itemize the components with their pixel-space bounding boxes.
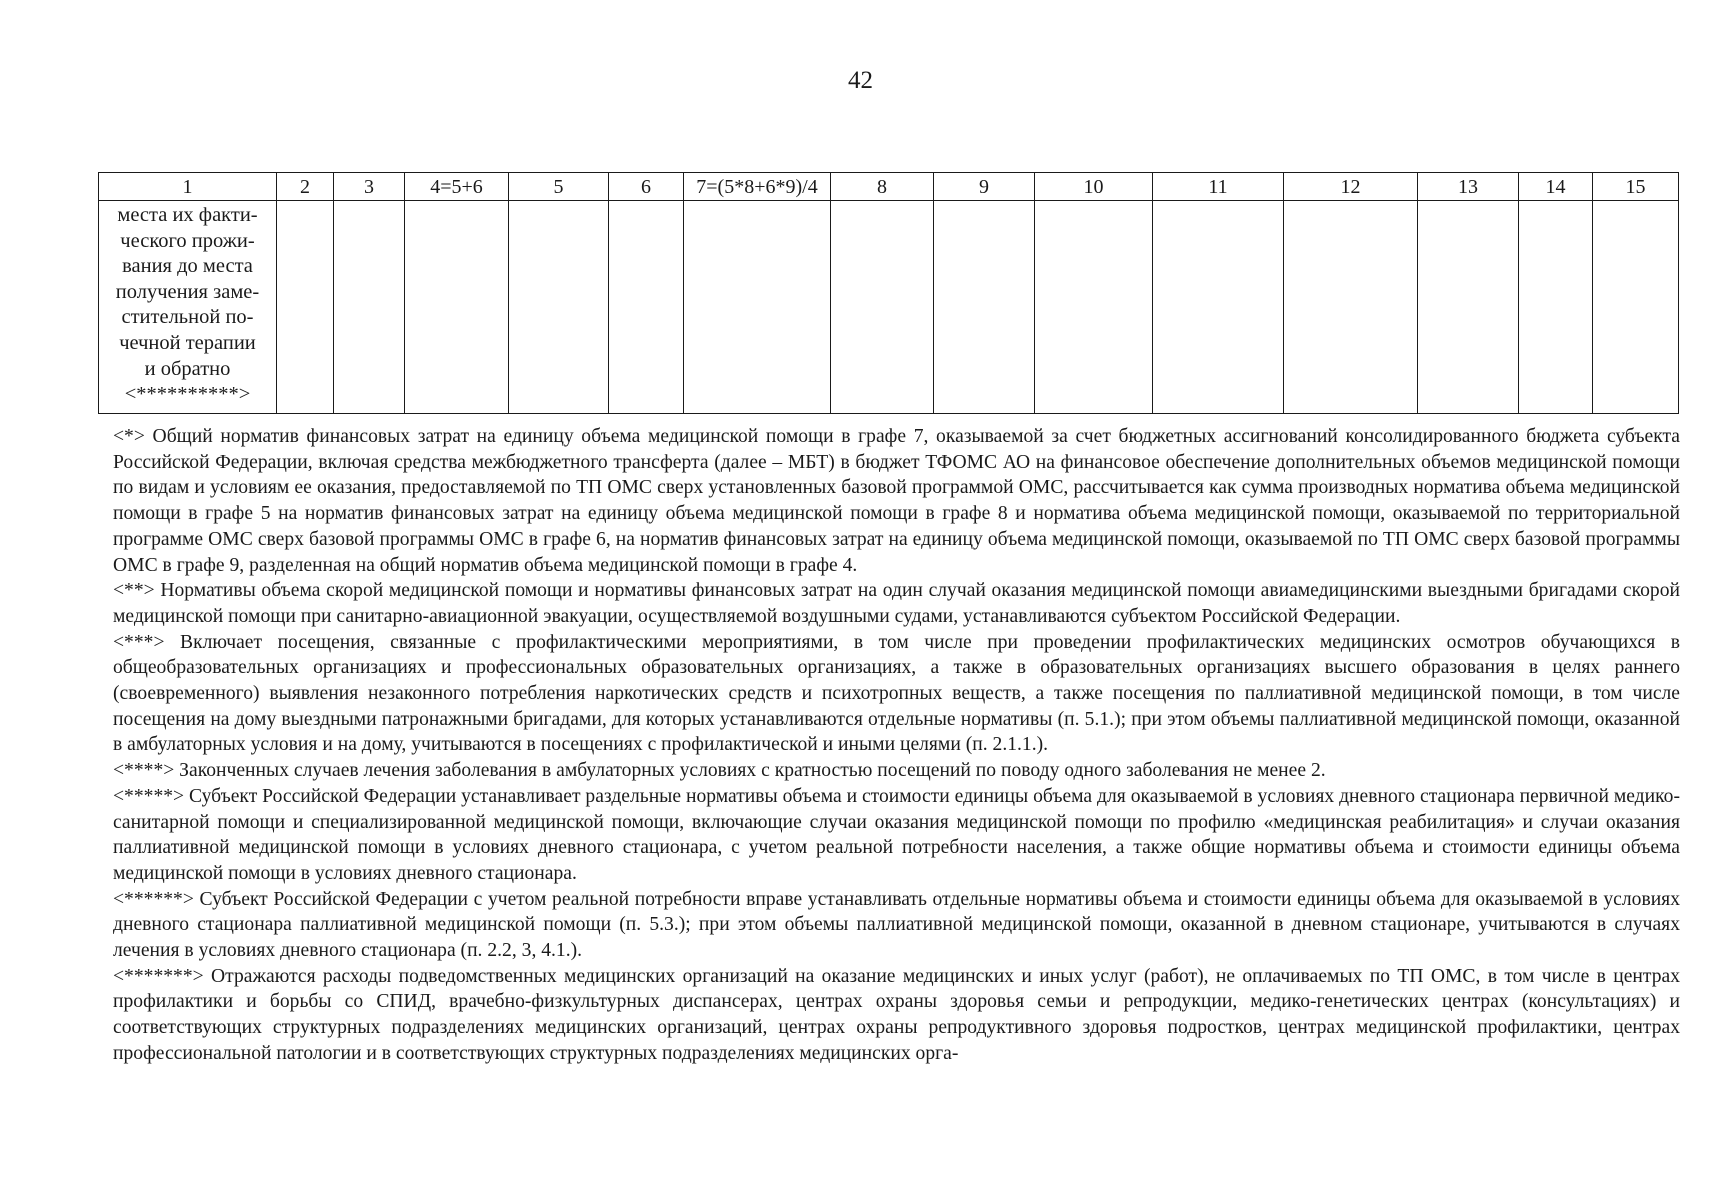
row-label-line: получения заме- bbox=[115, 280, 260, 303]
table-cell bbox=[509, 201, 609, 414]
table-cell bbox=[934, 201, 1035, 414]
table-cell bbox=[1153, 201, 1284, 414]
table-cell bbox=[277, 201, 334, 414]
footnote-4: <****> Законченных случаев лечения заболевания в амбулаторных условиях с кратностью посещений по поводу одного заболевания не менее 2. bbox=[113, 760, 1326, 782]
footnote-5: <*****> Субъект Российской Федерации устанавливает раздельные нормативы объема и стоимости единицы объема для оказываемой в условиях дневного стационара первичной медико-санитарной помощи и специализированной медицинской помощи, включающие случаи оказания медицинской помощи по профилю «медицинская реабилитация» и случаи оказания паллиативной медицинской помощи в условиях дневного стационара, с учетом реальной потребности населения, а также общие нормативы объема и стоимости единицы объема медицинской помощи в условиях дневного стационара. bbox=[113, 785, 1680, 884]
column-header: 9 bbox=[934, 173, 1035, 201]
row-label-line: чечной терапии bbox=[119, 331, 256, 354]
table-cell bbox=[1035, 201, 1153, 414]
column-header: 1 bbox=[99, 173, 277, 201]
footnote-2: <**> Нормативы объема скорой медицинской помощи и нормативы финансовых затрат на один случай оказания медицинской помощи авиамедицинскими выездными бригадами скорой медицинской помощи при санитарно-авиационной эвакуации, осуществляемой воздушными судами, устанавливаются субъектом Российской Федерации. bbox=[113, 580, 1680, 627]
row-label-line: <**********> bbox=[124, 383, 251, 406]
column-header: 2 bbox=[277, 173, 334, 201]
column-header: 6 bbox=[609, 173, 684, 201]
footnote-6: <******> Субъект Российской Федерации с учетом реальной потребности вправе устанавливать отдельные нормативы объема и стоимости единицы объема для оказываемой в условиях дневного стационара паллиативной медицинской помощи (п. 5.3.); при этом объемы паллиативной медицинской помощи, оказанной в дневном стационаре, учитываются в случаях лечения в условиях дневного стационара (п. 2.2, 3, 4.1.). bbox=[113, 888, 1680, 962]
table-row bbox=[99, 201, 1679, 414]
table-cell bbox=[684, 201, 831, 414]
norms-table bbox=[98, 172, 1679, 414]
column-header: 10 bbox=[1035, 173, 1153, 201]
footnotes bbox=[113, 424, 1680, 1067]
table-cell bbox=[1593, 201, 1679, 414]
table-cell bbox=[609, 201, 684, 414]
footnote-3: <***> Включает посещения, связанные с профилактическими мероприятиями, в том числе при проведении профилактических медицинских осмотров обучающихся в общеобразовательных организациях и профессиональных образовательных организациях, а также в образовательных организациях высшего образования в целях раннего (своевременного) выявления незаконного потребления наркотических средств и психотропных веществ, а также посещения по паллиативной медицинской помощи, в том числе посещения на дому выездными патронажными бригадами, для которых устанавливаются отдельные нормативы (п. 5.1.); при этом объемы паллиативной медицинской помощи, оказанной в амбулаторных условия и на дому, учитываются в посещениях с профилактической и иными целями (п. 2.1.1.). bbox=[113, 631, 1680, 756]
row-label-line: стительной по- bbox=[121, 306, 254, 329]
column-header: 15 bbox=[1593, 173, 1679, 201]
table-cell bbox=[1418, 201, 1519, 414]
row-label-cell bbox=[99, 201, 277, 414]
column-header: 12 bbox=[1284, 173, 1418, 201]
column-header: 7=(5*8+6*9)/4 bbox=[684, 173, 831, 201]
row-label-line: ческого прожи- bbox=[120, 229, 255, 252]
column-header: 13 bbox=[1418, 173, 1519, 201]
column-header: 8 bbox=[831, 173, 934, 201]
table-cell bbox=[405, 201, 509, 414]
row-label-line: вания до места bbox=[122, 255, 253, 278]
column-header: 4=5+6 bbox=[405, 173, 509, 201]
row-label-line: и обратно bbox=[144, 357, 231, 380]
column-header: 11 bbox=[1153, 173, 1284, 201]
table-cell bbox=[334, 201, 405, 414]
column-header: 3 bbox=[334, 173, 405, 201]
footnote-1: <*> Общий норматив финансовых затрат на единицу объема медицинской помощи в графе 7, оказываемой за счет бюджетных ассигнований консолидированного бюджета субъекта Российской Федерации, включая средства межбюджетного трансферта (далее – МБТ) в бюджет ТФОМС АО на финансовое обеспечение дополнительных объемов медицинской помощи по видам и условиям ее оказания, предоставляемой по ТП ОМС сверх установленных базовой программой ОМС, рассчитывается как сумма производных норматива объема медицинской помощи в графе 5 на норматив финансовых затрат на единицу объема медицинской помощи в графе 8 и норматива объема медицинской помощи, оказываемой по территориальной программе ОМС сверх базовой программы ОМС в графе 6, на норматив финансовых затрат на единицу объема медицинской помощи, оказываемой по ТП ОМС сверх базовой программы ОМС в графе 9, разделенная на общий норматив объема медицинской помощи в графе 4. bbox=[113, 426, 1680, 576]
column-header: 5 bbox=[509, 173, 609, 201]
footnote-7: <*******> Отражаются расходы подведомственных медицинских организаций на оказание медицинских и иных услуг (работ), не оплачиваемых по ТП ОМС, в том числе в центрах профилактики и борьбы со СПИД, врачебно-физкультурных диспансерах, центрах охраны здоровья семьи и репродукции, медико-генетических центрах (консультациях) и соответствующих структурных подразделениях медицинских организаций, центрах охраны репродуктивного здоровья подростков, центрах медицинской профилактики, центрах профессиональной патологии и в соответствующих структурных подразделениях медицинских орга- bbox=[113, 965, 1680, 1064]
row-label-line: места их факти- bbox=[117, 204, 258, 226]
table-cell bbox=[831, 201, 934, 414]
header-row bbox=[99, 173, 1679, 201]
column-header: 14 bbox=[1519, 173, 1593, 201]
table-cell bbox=[1284, 201, 1418, 414]
table-cell bbox=[1519, 201, 1593, 414]
page-number: 42 bbox=[848, 67, 873, 94]
